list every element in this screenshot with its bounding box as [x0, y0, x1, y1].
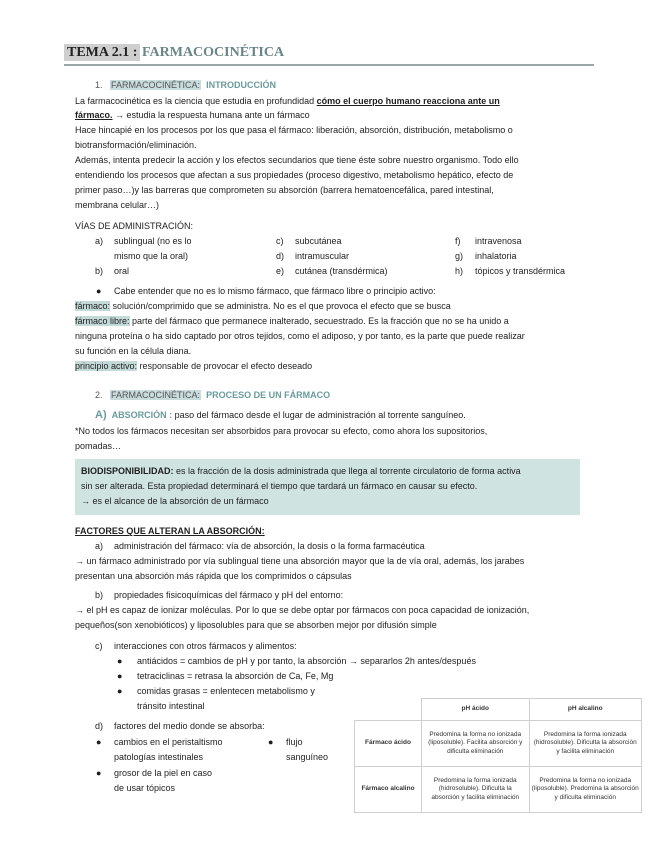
factor-d-item-1: cambios en el peristaltismo	[114, 737, 223, 747]
table-corner	[355, 699, 422, 721]
defs-intro: Cabe entender que no es lo mismo fármaco, que fármaco libre o principio activo:	[114, 286, 436, 296]
def-libre	[75, 314, 509, 329]
bullet-dot: ●	[96, 737, 102, 747]
factor-b-line-2: pequeños(son xenobióticos) y liposolubles para que se absorben mejor por difusión simple	[75, 620, 437, 630]
via-e: cutánea (transdérmica)	[295, 266, 388, 276]
bullet-dot: ●	[96, 768, 102, 778]
via-letter-a: a)	[95, 236, 104, 246]
bio-text: es la fracción de la dosis administrada que llega al torrente circulatorio de forma activa	[173, 466, 521, 476]
table-cell: Predomina la forma no ionizada (liposoluble). Facilita absorción y dificulta eliminación	[422, 721, 530, 767]
intro-emphasis: cómo el cuerpo humano reacciona ante un	[316, 96, 500, 106]
intro-line-2	[75, 108, 310, 123]
page-title	[64, 44, 594, 66]
table-row	[355, 699, 642, 721]
def-pa-term: principio activo:	[75, 361, 138, 371]
via-d: intramuscular	[295, 251, 350, 261]
bullet-dot: ●	[96, 286, 102, 296]
absorcion-term: ABSORCIÓN :	[111, 410, 173, 420]
row-farmaco-alcalino: Fármaco alcalino	[355, 767, 422, 813]
def-farmaco-term: fármaco:	[75, 301, 111, 311]
factor-a-line-2: presentan una absorción más rápida que los comprimidos o cápsulas	[75, 571, 352, 581]
def-libre-term: fármaco libre:	[75, 316, 130, 326]
table-cell: Predomina la forma ionizada (hidrosoluble). Dificulta la absorción y facilita eliminación	[422, 767, 530, 813]
via-a: sublingual (no es lo	[114, 236, 192, 246]
def-pa-text: responsable de provocar el efecto deseado	[137, 361, 313, 371]
intro-text-2: → estudia la respuesta humana ante un fármaco	[112, 110, 310, 120]
factor-b-line-1: → el pH es capaz de ionizar moléculas. Por lo que se debe optar por fármacos con poca capacidad de ionización,	[75, 605, 530, 615]
table-row	[355, 767, 642, 813]
via-letter-b: b)	[95, 266, 104, 276]
via-letter-e: e)	[276, 266, 285, 276]
factor-c: interacciones con otros fármacos y alimentos:	[114, 641, 297, 651]
via-a-cont: mismo que la oral)	[114, 251, 189, 261]
factor-d-letter: d)	[95, 721, 104, 731]
col-ph-alcalino: pH alcalino	[529, 699, 641, 721]
intro-line-6: entendiendo los procesos que afectan a sus propiedades (proceso digestivo, metabolismo hepático, efecto de	[75, 170, 514, 180]
title-farmacocinetica: FARMACOCINÉTICA	[142, 45, 285, 60]
table-cell: Predomina la forma no ionizada (liposoluble). Predomina la absorción y dificulta eliminación	[529, 767, 641, 813]
intro-line-1	[75, 94, 500, 109]
bullet-dot: ●	[117, 671, 123, 681]
via-letter-d: d)	[276, 251, 285, 261]
bio-line-1	[81, 464, 521, 479]
intro-text: La farmacocinética es la ciencia que estudia en profundidad	[75, 96, 317, 106]
via-c: subcutánea	[295, 236, 342, 246]
intro-line-5: Además, intenta predecir la acción y los efectos secundarios que tiene éste sobre nuestro organismo. Todo ello	[75, 155, 519, 165]
via-letter-h: h)	[455, 266, 464, 276]
factores-title: FACTORES QUE ALTERAN LA ABSORCIÓN:	[75, 526, 265, 536]
factor-d-item-2: flujo	[286, 737, 303, 747]
via-letter-g: g)	[455, 251, 464, 261]
intro-line-4: biotransformación/eliminación.	[75, 140, 197, 150]
absorcion-letter: A)	[95, 409, 107, 421]
bio-term: BIODISPONIBILIDAD:	[81, 466, 174, 476]
factor-d-item-1-cont: patologías intestinales	[114, 752, 204, 762]
section-label: FARMACOCINÉTICA:	[111, 390, 201, 400]
factor-b: propiedades fisicoquímicas del fármaco y pH del entorno:	[114, 590, 344, 600]
def-pa	[75, 359, 312, 374]
def-farmaco	[75, 299, 451, 314]
absorcion-text: paso del fármaco desde el lugar de administración al torrente sanguíneo.	[172, 410, 466, 420]
factor-d: factores del medio donde se absorba:	[114, 721, 265, 731]
via-g: inhalatoria	[475, 251, 517, 261]
bio-line-3: → es el alcance de la absorción de un fármaco	[81, 496, 269, 506]
via-h: tópicos y transdérmica	[475, 266, 566, 276]
section-2-heading	[95, 389, 330, 402]
factor-d-item-3: grosor de la piel en caso	[114, 768, 213, 778]
factor-d-item-3-cont: de usar tópicos	[114, 783, 176, 793]
factor-c-item-3-cont: tránsito intestinal	[137, 701, 205, 711]
section-subtitle: PROCESO DE UN FÁRMACO	[206, 390, 331, 400]
def-libre-line-2: ninguna proteína o ha sido captado por otros tejidos, como el adiposo, y por tanto, es la parte que puede realizar	[75, 331, 525, 341]
factor-a-line-1: → un fármaco administrado por vía sublingual tiene una absorción mayor que la de vía oral, además, los jarabes	[75, 556, 525, 566]
bullet-dot: ●	[117, 686, 123, 696]
title-tema: TEMA 2.1 :	[64, 44, 140, 61]
row-farmaco-acido: Fármaco ácido	[355, 721, 422, 767]
intro-line-7: primer paso…)y las barreras que comprometen su absorción (barrera hematoencefálica, pared intestinal,	[75, 185, 494, 195]
def-libre-text: parte del fármaco que permanece inalterado, secuestrado. Es la fracción que no se ha unido a	[129, 316, 509, 326]
intro-line-8: membrana celular…)	[75, 200, 160, 210]
bullet-dot: ●	[268, 737, 274, 747]
absorcion-line	[95, 408, 466, 423]
section-1-heading	[95, 79, 276, 92]
intro-line-3: Hace hincapié en los procesos por los que pasa el fármaco: liberación, absorción, distribución, metabolismo o	[75, 125, 513, 135]
factor-b-letter: b)	[95, 590, 104, 600]
via-letter-f: f)	[455, 236, 461, 246]
intro-emphasis-2: fármaco.	[75, 110, 113, 120]
col-ph-acido: pH ácido	[422, 699, 530, 721]
via-letter-c: c)	[276, 236, 284, 246]
factor-a-letter: a)	[95, 541, 104, 551]
factor-d-item-2-cont: sanguíneo	[286, 752, 329, 762]
bullet-dot: ●	[117, 656, 123, 666]
section-number: 2.	[95, 390, 103, 400]
absorcion-note-1: *No todos los fármacos necesitan ser absorbidos para provocar su efecto, como ahora los supositorios,	[75, 426, 488, 436]
factor-a: administración del fármaco: vía de absorción, la dosis o la forma farmacéutica	[114, 541, 425, 551]
bio-line-2: sin ser alterada. Esta propiedad determinará el tiempo que tardará un fármaco en causar su efecto.	[81, 481, 478, 491]
def-libre-line-3: su función en la célula diana.	[75, 346, 192, 356]
absorcion-note-2: pomadas…	[75, 441, 122, 451]
factor-c-letter: c)	[95, 641, 103, 651]
section-label: FARMACOCINÉTICA:	[111, 80, 201, 90]
section-number: 1.	[95, 80, 103, 90]
ph-table	[354, 698, 642, 813]
factor-c-item-3: comidas grasas = enlentecen metabolismo y	[137, 686, 315, 696]
table-cell: Predomina la forma ionizada (hidrosoluble). Dificulta la absorción y facilita eliminación	[529, 721, 641, 767]
via-f: intravenosa	[475, 236, 522, 246]
vias-title: VÍAS DE ADMINISTRACIÓN:	[75, 221, 194, 231]
factor-c-item-2: tetraciclinas = retrasa la absorción de Ca, Fe, Mg	[137, 671, 334, 681]
factor-c-item-1: antiácidos = cambios de pH y por tanto, la absorción → separarlos 2h antes/después	[137, 656, 476, 666]
table-row	[355, 721, 642, 767]
def-farmaco-text: solución/comprimido que se administra. No es el que provoca el efecto que se busca	[110, 301, 451, 311]
via-b: oral	[114, 266, 130, 276]
section-subtitle: INTRODUCCIÓN	[206, 80, 277, 90]
